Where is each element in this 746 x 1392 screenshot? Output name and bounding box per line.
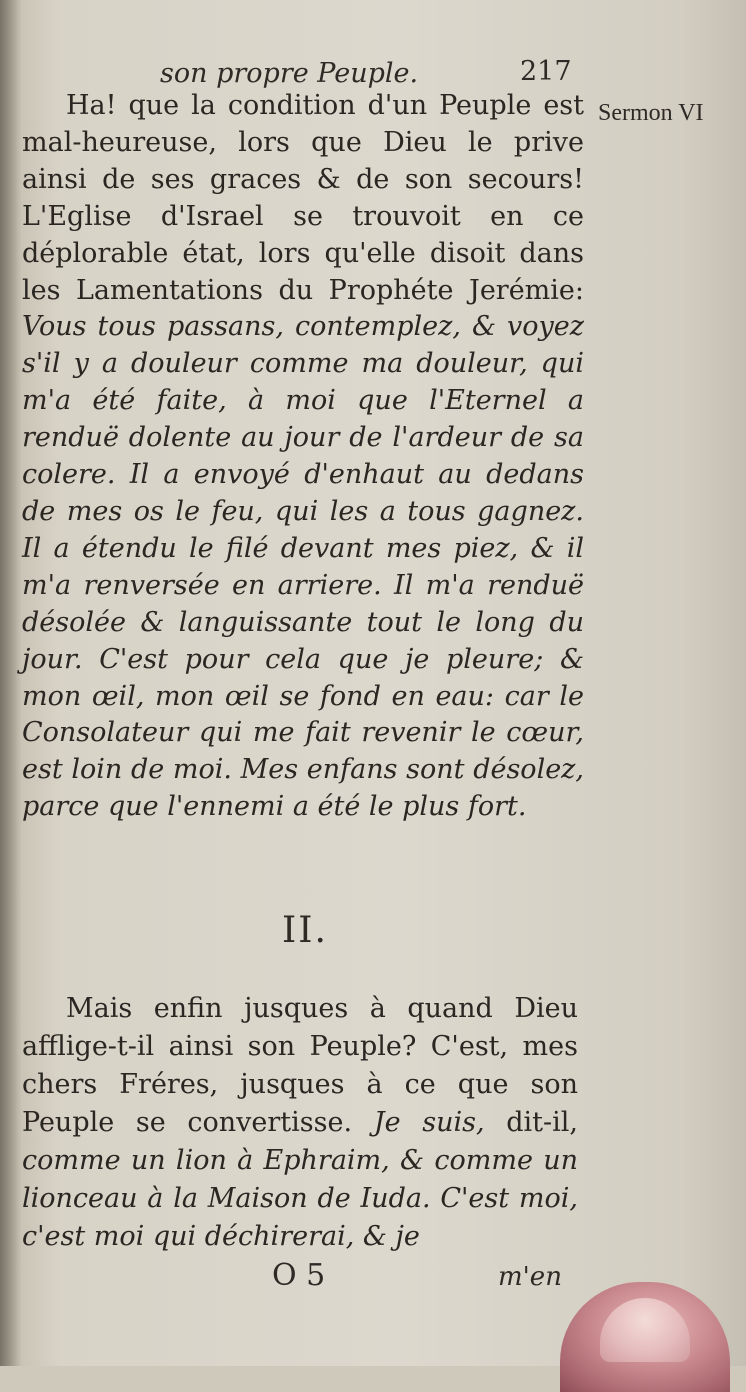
signature-mark: O 5 (272, 1258, 326, 1293)
side-label: Sermon VI (598, 100, 704, 126)
paragraph-1 (22, 88, 584, 826)
paragraph-2-italic-2: comme un lion à Ephraim, & comme un lionceau à la Maison de Iuda. C'est moi, c'est moi qui déchirerai, & je (22, 1145, 578, 1252)
paragraph-2 (22, 990, 578, 1256)
paragraph-1-roman: Ha! que la condition d'un Peuple est mal-heureuse, lors que Dieu le prive ainsi de ses graces & de son secours! L'Eglise d'Israel se trouvoit en ce déplorable état, lors qu'elle disoit dans les Lamentations du Prophéte Jerémie: (22, 90, 584, 306)
paragraph-2-roman-2: dit-il, (506, 1107, 578, 1138)
paragraph-1-italic-quote: Vous tous passans, contemplez, & voyez s'il y a douleur comme ma douleur, qui m'a été faite, à moi que l'Eternel a renduë dolente au jour de l'ardeur de sa colere. Il a envoyé d'enhaut au dedans de mes os le feu, qui les a tous gagnez. Il a étendu le filé devant mes piez, & il m'a renversée en arriere. Il m'a renduë désolée & languissante tout le long du jour. C'est pour cela que je pleure; & mon œil, mon œil se fond en eau: car le Consolateur qui me fait revenir le cœur, est loin de moi. Mes enfans sont désolez, parce que l'ennemi a été le plus fort. (22, 311, 584, 823)
running-head: son propre Peuple. (160, 58, 419, 89)
paragraph-2-roman-1: Mais enfin jusques à quand Dieu afflige-t-il ainsi son Peuple? C'est, mes chers Fréres, jusques à ce que son Peuple se convertisse. (22, 993, 578, 1138)
page-number: 217 (520, 56, 572, 87)
catchword: m'en (498, 1262, 562, 1292)
gutter-shadow (0, 0, 22, 1366)
paragraph-2-italic-1: Je suis, (373, 1107, 485, 1138)
section-heading: II. (282, 910, 328, 951)
